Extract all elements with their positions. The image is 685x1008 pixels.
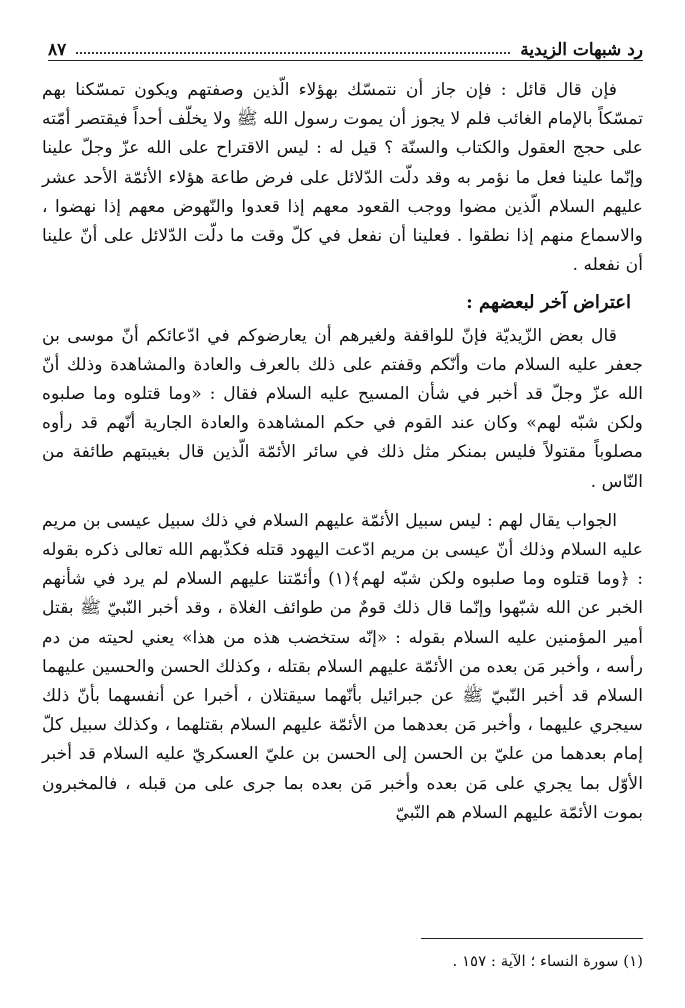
paragraph: الجواب يقال لهم : ليس سبيل الأئمّة عليهم السلام في ذلك سبيل عيسى بن مريم عليه السلام وذلك أنّ عيسى بن مريم ادّعت اليهود قتله فكذّبهم الله تعالى ذكره بقوله : ﴿وما قتلوه وما صلبوه ولكن شبّه لهم﴾(١) وأئمّتنا عليهم السلام لم يرد في شأنهم الخبر عن الله شبّهوا وإنّما قال ذلك قومٌ من طوائف الغلاة ، وقد أخبر النّبيّ ﷺ بقتل أمير المؤمنين عليه السلام بقوله : «إنّه ستخضب هذه من هذا» يعني لحيته من دم رأسه ، وأخبر مَن بعده من الأئمّة عليهم السلام بقتله ، وكذلك الحسن والحسين عليهما السلام قد أخبر النّبيّ ﷺ عن جبرائيل بأنّهما سيقتلان ، أخبرا عن أنفسهما بأنّ ذلك سيجري عليهما ، وأخبر مَن بعدهما من الأئمّة عليهم السلام بقتلهما ، وكذلك سبيل كلّ إمام بعدهما من عليّ بن الحسن إلى الحسن بن عليّ العسكريّ عليه السلام قد أخبر الأوّل بما يجري على مَن بعده وأخبر مَن بعده بما جرى على من قبله ، فالمخبرون بموت الأئمّة عليهم السلام هم النّبيّ xyxy=(42,510,643,823)
running-title: رد شبهات الزيدية xyxy=(520,40,643,60)
page-number: ٨٧ xyxy=(48,40,67,60)
paragraph: قال بعض الزّيديّة فإنّ للواقفة ولغيرهم أن يعارضوكم في ادّعائكم أنّ موسى بن جعفر عليه السلام مات وأنّكم وقفتم على ذلك بالعرف والعادة والمشاهدة وذلك أنّ الله عزّ وجلّ قد أخبر في شأن المسيح عليه السلام فقال : «وما قتلوه وما صلبوه ولكن شبّه لهم» وكان عند القوم في حكم المشاهدة والعادة الجارية أنّهم قد رأوه مصلوباً مقتولاً فليس بمنكر مثل ذلك في سائر الأئمّة الّذين قال بغيبتهم طائفة من النّاس . xyxy=(42,325,643,492)
section-heading: اعتراض آخر لبعضهم : xyxy=(466,292,631,314)
footnote: (١) سورة النساء ؛ الآية : ١٥٧ . xyxy=(452,952,643,970)
footnote-divider xyxy=(421,938,643,939)
page-body xyxy=(42,76,643,828)
page-header xyxy=(48,30,643,61)
dotted-leader xyxy=(76,52,510,54)
paragraph: فإن قال قائل : فإن جاز أن نتمسّك بهؤلاء الّذين وصفتهم ويكون تمسّكنا بهم تمسّكاً بالإمام الغائب فلم لا يجوز أن يموت رسول الله ﷺ ولا يخلّف أحداً فيقتصر أمّته على حجج العقول والكتاب والسنّة ؟ قيل له : ليس الاقتراح على الله عزّ وجلّ علينا وإنّما علينا فعل ما نؤمر به وقد دلّت الدّلائل على فرض طاعة هؤلاء الأئمّة الأحد عشر عليهم السلام الّذين مضوا ووجب القعود معهم إذا قعدوا والنّهوض معهم إذا نهضوا ، والاسماع منهم إذا نطقوا . فعلينا أن نفعل في كلّ وقت ما دلّت الدّلائل على أنّ علينا أن نفعله . xyxy=(42,80,643,276)
